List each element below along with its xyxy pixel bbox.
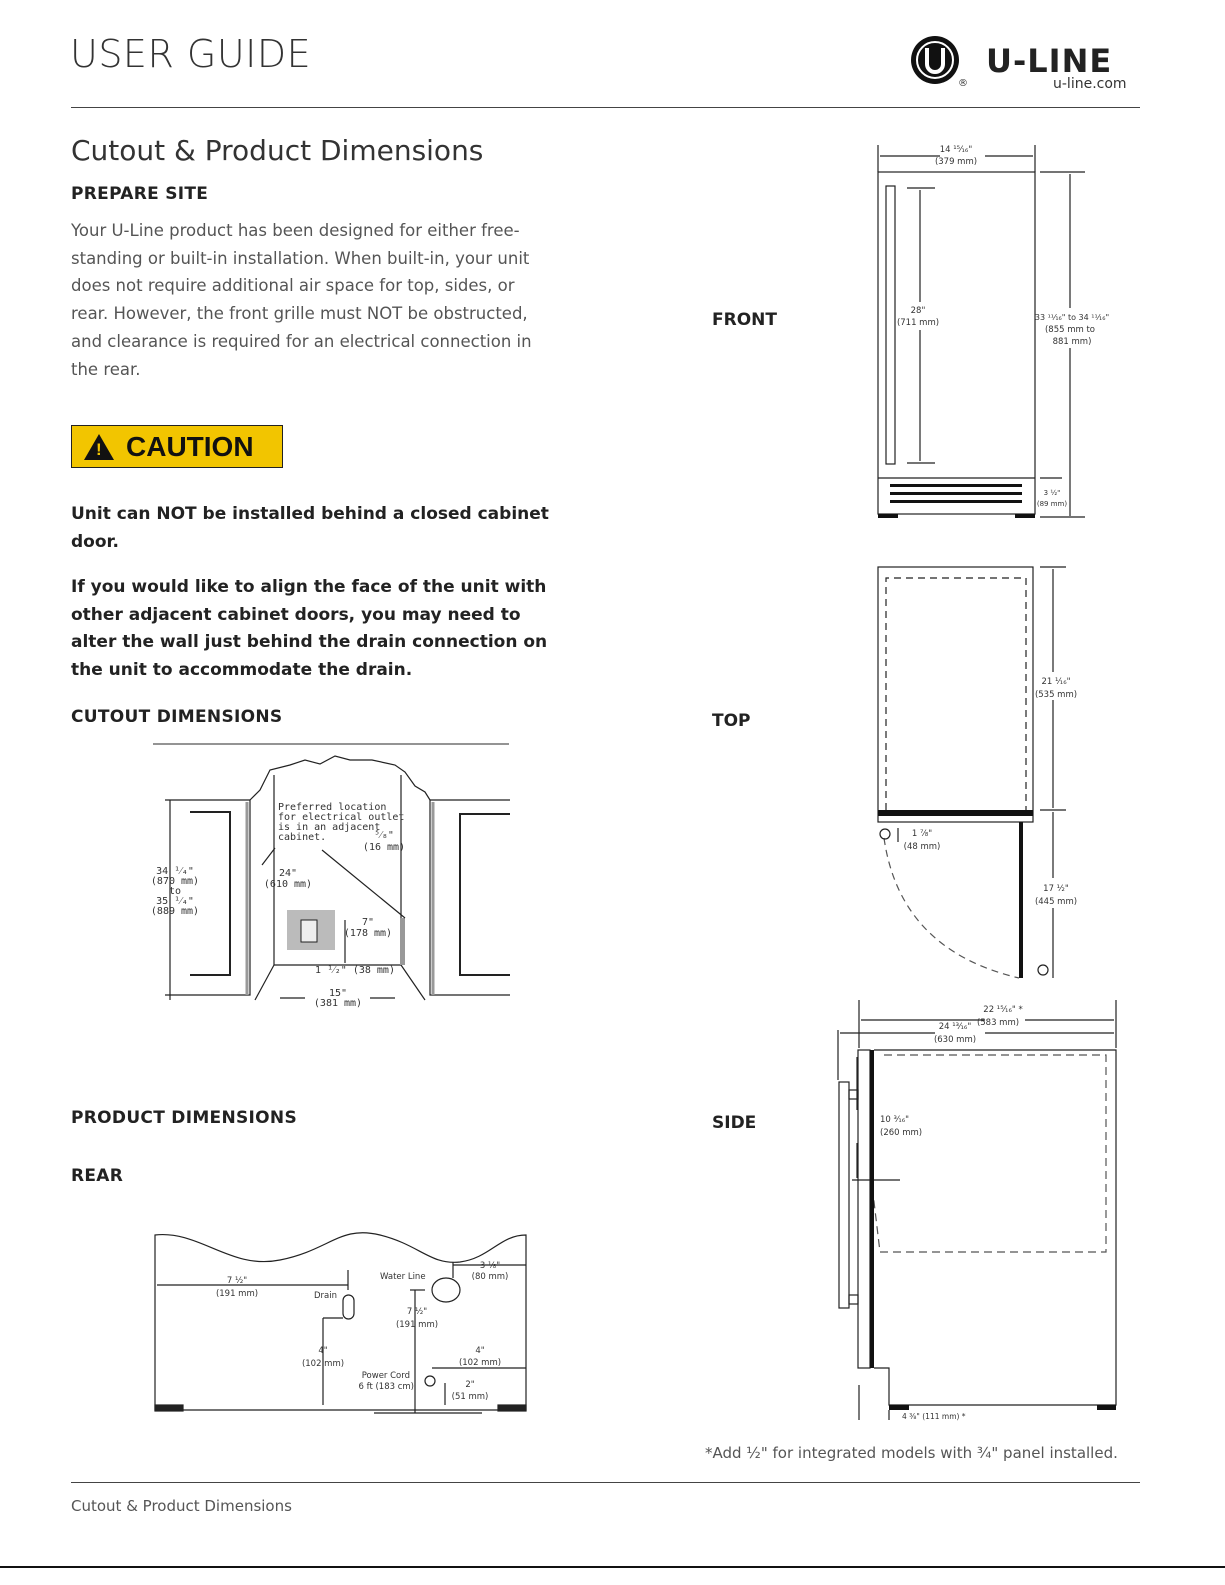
warning-triangle-icon: ! [84, 434, 114, 460]
dimension-label: Water Line [380, 1272, 426, 1282]
warning-drain-alignment [71, 574, 576, 685]
dimension-label: cabinet. [278, 832, 327, 843]
footnote: *Add ½" for integrated models with ¾" panel installed. [705, 1444, 1118, 1462]
front-view-diagram [860, 140, 1110, 525]
dimension-label: (260 mm) [880, 1128, 923, 1138]
u-line-logo [910, 34, 1140, 94]
caution-label: CAUTION [126, 430, 254, 462]
dimension-label: (80 mm) [471, 1272, 509, 1282]
dimension-label: (889 mm) [150, 906, 200, 917]
dimension-label: (102 mm) [301, 1359, 345, 1369]
cutout-diagram [140, 738, 520, 1013]
text-line: and clearance is required for an electrical connection in [71, 331, 532, 351]
page-bottom-border [0, 1566, 1225, 1568]
document-title: USER GUIDE [70, 32, 312, 76]
drain-icon [343, 1295, 354, 1319]
rear-view-diagram [150, 1228, 535, 1418]
dimension-label: (535 mm) [1034, 690, 1078, 700]
dimension-label: (870 mm) [150, 876, 200, 887]
dimension-label: 33 ¹¹⁄₁₆" to 34 ¹¹⁄₁₆" [1034, 313, 1110, 322]
top-view-label: TOP [712, 711, 751, 731]
dimension-label: (445 mm) [1034, 897, 1078, 907]
dimension-label: ® [958, 78, 968, 89]
dimension-label: 28" [910, 306, 926, 316]
dimension-label: 4" [318, 1346, 328, 1356]
text-line: other adjacent cabinet doors, you may need to [71, 604, 521, 625]
u-line-logo-icon [910, 34, 1140, 94]
text-line: Unit can NOT be installed behind a closed cabinet [71, 504, 549, 524]
water-line-icon [432, 1278, 460, 1302]
dimension-label: u-line.com [1053, 76, 1127, 92]
top-view-diagram [860, 560, 1100, 985]
caution-badge [71, 425, 283, 468]
dimension-label: 7 ½" [406, 1307, 428, 1317]
dimension-label: 2" [465, 1380, 475, 1390]
product-dimensions-heading: PRODUCT DIMENSIONS [71, 1108, 297, 1128]
electrical-outlet-icon [301, 920, 317, 942]
section-title: Cutout & Product Dimensions [71, 134, 484, 167]
dimension-label: (711 mm) [896, 318, 940, 328]
dimension-label: is in an adjacent [278, 822, 381, 833]
text-line: standing or built-in installation. When built-in, your unit [71, 248, 530, 268]
dimension-label: ⁵⁄₈" [374, 830, 394, 841]
warning-closed-cabinet [71, 501, 576, 556]
side-view-diagram [830, 995, 1125, 1425]
text-line: the rear. [71, 359, 141, 379]
text-line: the unit to accommodate the drain. [71, 660, 413, 681]
dimension-label: (16 mm) [362, 842, 406, 853]
cutout-heading: CUTOUT DIMENSIONS [71, 707, 283, 727]
dimension-label: (630 mm) [933, 1035, 977, 1045]
dimension-label: (51 mm) [451, 1392, 489, 1402]
dimension-label: 881 mm) [1052, 337, 1092, 347]
dimension-label: (178 mm) [343, 928, 393, 939]
dimension-label: 24 ¹³⁄₁₆" [938, 1022, 972, 1032]
dimension-label: 4 ⅜" (111 mm) * [902, 1412, 966, 1421]
dimension-label: (102 mm) [458, 1358, 502, 1368]
dimension-label: 7 ½" [226, 1276, 248, 1286]
dimension-label: (381 mm) [313, 998, 363, 1009]
dimension-label: (610 mm) [263, 879, 313, 890]
dimension-label: Preferred location [278, 802, 387, 813]
dimension-label: 14 ¹⁵⁄₁₆" [939, 145, 973, 155]
dimension-label: (191 mm) [395, 1320, 439, 1330]
dimension-label: 17 ½" [1043, 884, 1069, 894]
prepare-site-heading: PREPARE SITE [71, 184, 209, 204]
dimension-label: 34 ¹⁄₄" [156, 866, 194, 877]
footer-section-name: Cutout & Product Dimensions [71, 1497, 292, 1515]
text-line: rear. However, the front grille must NOT be obstructed, [71, 304, 528, 324]
dimension-label: 10 ³⁄₁₆" [880, 1115, 910, 1125]
dimension-label: (583 mm) [976, 1018, 1020, 1028]
dimension-label: 1 ¹⁄₂" (38 mm) [315, 965, 395, 976]
dimension-label: (89 mm) [1036, 500, 1068, 508]
dimension-label: Power Cord [361, 1371, 410, 1381]
dimension-label: (855 mm to [1044, 325, 1096, 335]
dimension-label: 22 ¹⁵⁄₁₆" * [983, 1005, 1023, 1015]
dimension-label: 1 ⅞" [911, 829, 933, 839]
front-view-label: FRONT [712, 310, 777, 330]
dimension-label: 24" [278, 868, 298, 879]
dimension-label: 21 ¹⁄₁₆" [1041, 677, 1071, 687]
dimension-label: (379 mm) [934, 157, 978, 167]
dimension-label: 3 ½" [1043, 489, 1061, 497]
dimension-label: 35 ¹⁄₄" [156, 896, 194, 907]
dimension-label: (191 mm) [215, 1289, 259, 1299]
dimension-label: 7" [361, 917, 375, 928]
header-divider [71, 107, 1140, 108]
text-line: door. [71, 531, 119, 552]
text-line: Your U-Line product has been designed for either free- [71, 221, 520, 240]
text-line: alter the wall just behind the drain connection on [71, 632, 548, 653]
power-cord-icon [425, 1376, 435, 1386]
text-line: does not require additional air space for top, sides, or [71, 276, 515, 296]
dimension-label: 3 ⅛" [479, 1261, 501, 1271]
footer-divider [71, 1482, 1140, 1483]
dimension-label: for electrical outlet [278, 812, 405, 823]
dimension-label: 4" [475, 1346, 485, 1356]
prepare-site-text [71, 217, 551, 383]
dimension-label: 15" [328, 988, 348, 999]
dimension-label: 6 ft (183 cm) [358, 1382, 414, 1392]
dimension-label: U-LINE [986, 42, 1113, 80]
dimension-label: to [168, 886, 182, 897]
text-line: If you would like to align the face of the unit with [71, 577, 547, 597]
side-view-label: SIDE [712, 1113, 757, 1133]
dimension-label: (48 mm) [903, 842, 941, 852]
rear-view-label: REAR [71, 1166, 124, 1186]
dimension-label: Drain [314, 1291, 337, 1301]
